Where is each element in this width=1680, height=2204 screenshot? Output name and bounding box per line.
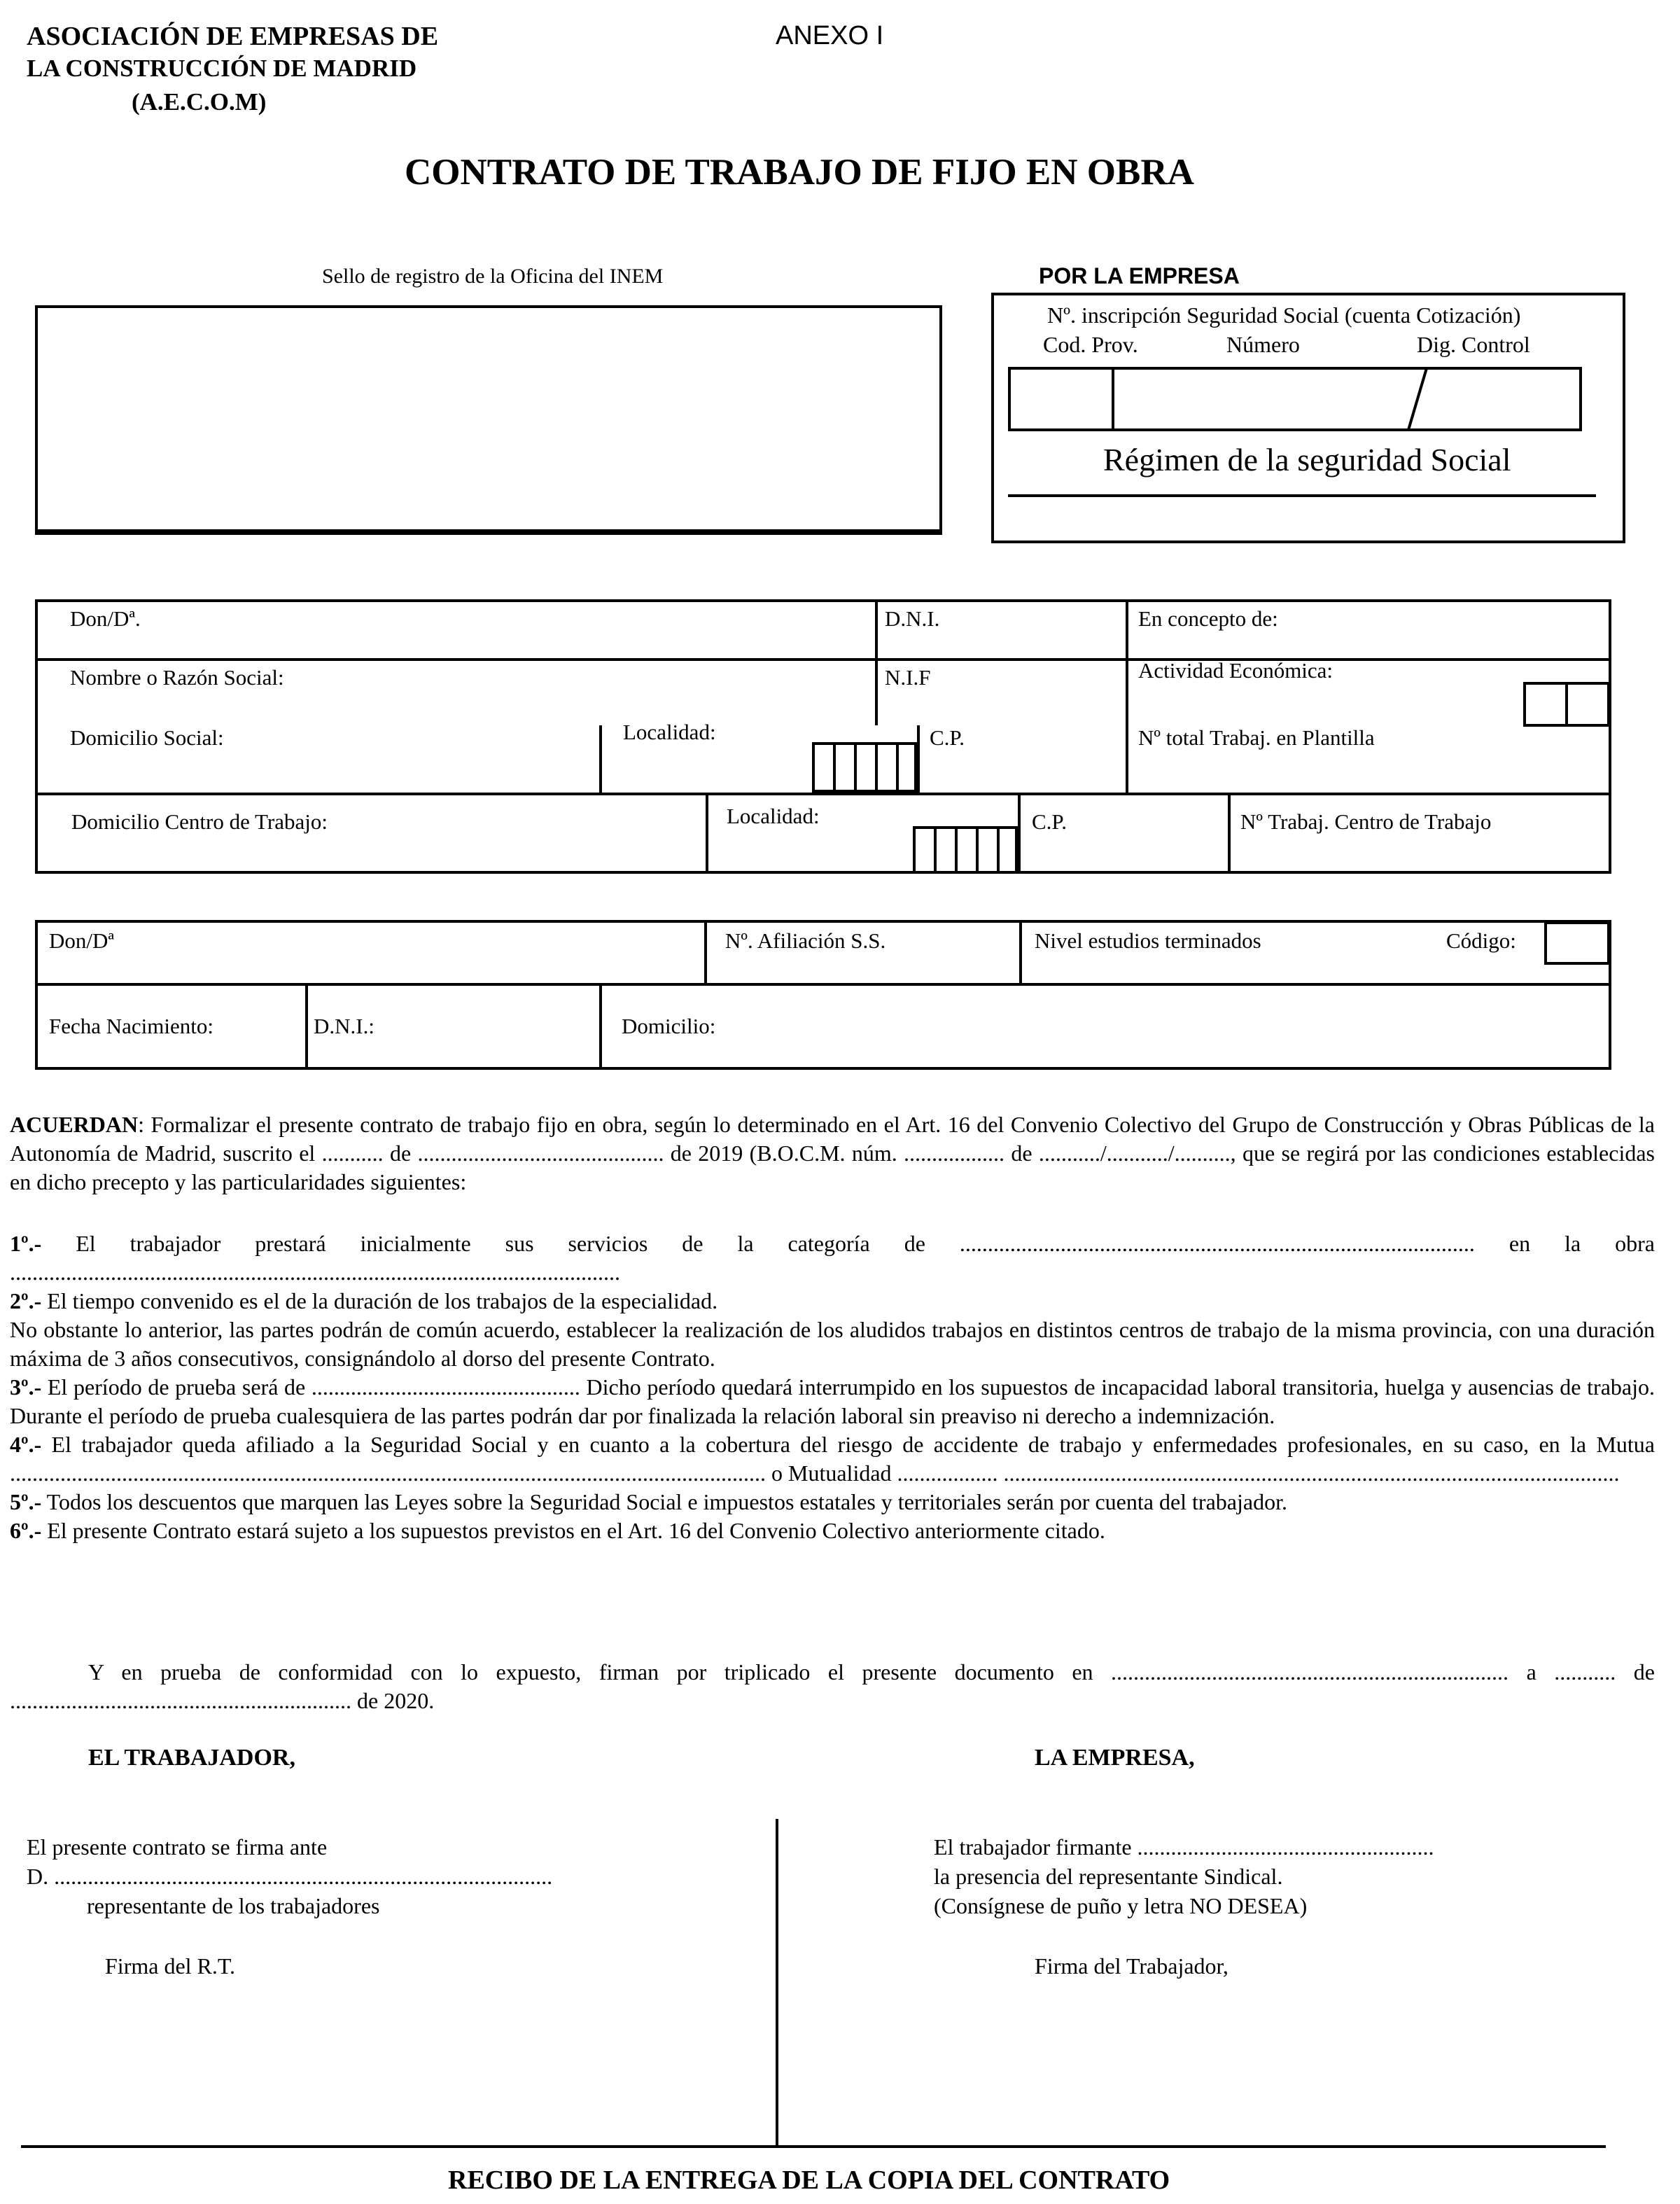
- dni-label: D.N.I.: [885, 606, 940, 631]
- company-table-row-divider-1: [35, 658, 1611, 661]
- footer-right-line3: (Consígnese de puño y letra NO DESEA): [934, 1893, 1308, 1918]
- postal-box-divider: [955, 826, 958, 874]
- clause-4: [10, 1430, 1655, 1488]
- dig-control-label: Dig. Control: [1417, 332, 1530, 357]
- localidad-label: Localidad:: [623, 720, 716, 744]
- footer-left-line1: El presente contrato se firma ante: [27, 1834, 328, 1860]
- footer-left-line3: representante de los trabajadores: [87, 1893, 380, 1918]
- clauses-block: [10, 1229, 1655, 1545]
- postal-box-divider: [976, 826, 979, 874]
- worker-domicilio-label: Domicilio:: [622, 1014, 716, 1038]
- footer-left-line2: D. .........................................................................................: [27, 1864, 553, 1889]
- footer-right-line2: la presencia del representante Sindical.: [934, 1864, 1283, 1889]
- total-trabajadores-label: Nº total Trabaj. en Plantilla: [1138, 725, 1375, 750]
- codigo-label: Código:: [1446, 928, 1516, 953]
- clause-3-text: El período de prueba será de ................................................ Dicho período quedará interrumpido en los supuestos de incapacidad laboral transitoria, huelga y ausencias de trabajo. Durante el período de prueba cualesquiera de las partes podrán dar por finalizada la relación laboral sin preaviso ni derecho a indemnización.: [10, 1374, 1655, 1428]
- nif-label: N.I.F: [885, 665, 931, 690]
- postal-box-divider: [854, 742, 857, 793]
- trabajadores-centro-label: Nº Trabaj. Centro de Trabajo: [1240, 809, 1492, 834]
- clause-6-number: 6º.-: [10, 1518, 42, 1543]
- receipt-heading: RECIBO DE LA ENTREGA DE LA COPIA DEL CONTRATO: [448, 2165, 1170, 2195]
- cotization-field-divider: [1112, 367, 1114, 431]
- postal-box-divider: [875, 742, 878, 793]
- cp-centro-label: C.P.: [1032, 809, 1067, 834]
- social-security-label: Nº. inscripción Seguridad Social (cuenta Cotización): [1047, 302, 1521, 328]
- check-digit-slash: [1393, 367, 1435, 431]
- organization-name-line2: LA CONSTRUCCIÓN DE MADRID: [27, 55, 417, 82]
- clause-5-number: 5º.-: [10, 1489, 42, 1514]
- company-table-col-divider-4: [917, 725, 920, 793]
- postal-code-boxes-2[interactable]: [913, 826, 1018, 874]
- clause-2-number: 2º.-: [10, 1288, 42, 1313]
- actividad-label: Actividad Económica:: [1138, 658, 1334, 683]
- domicilio-centro-label: Domicilio Centro de Trabajo:: [71, 809, 328, 834]
- conformidad-paragraph: Y en prueba de conformidad con lo expuesto, firman por triplicado el presente documento en ....................................................................... a ........... de ............................................................. de 2020.: [10, 1659, 1655, 1713]
- worker-table-col-divider-1: [704, 920, 707, 983]
- numero-label: Número: [1226, 332, 1300, 357]
- concepto-label: En concepto de:: [1138, 606, 1278, 631]
- worker-table-row-divider: [35, 983, 1611, 986]
- clause-3-number: 3º.-: [10, 1374, 42, 1400]
- company-signature-label: LA EMPRESA,: [1035, 1745, 1195, 1771]
- razon-social-label: Nombre o Razón Social:: [70, 665, 284, 690]
- don-label: Don/Dª.: [70, 606, 141, 631]
- footer-vertical-divider: [776, 1819, 778, 2147]
- acuerdan-paragraph: [10, 1110, 1655, 1197]
- nivel-estudios-label: Nivel estudios terminados: [1035, 928, 1261, 953]
- organization-name-line1: ASOCIACIÓN DE EMPRESAS DE: [27, 22, 439, 51]
- clause-5-text: Todos los descuentos que marquen las Leyes sobre la Seguridad Social e impuestos estatales y territoriales serán por cuenta del trabajador.: [41, 1489, 1287, 1514]
- afiliacion-label: Nº. Afiliación S.S.: [725, 928, 886, 953]
- clause-4-number: 4º.-: [10, 1432, 42, 1457]
- clause-2-text: El tiempo convenido es el de la duración de los trabajos de la especialidad.: [41, 1288, 718, 1313]
- stamp-label: Sello de registro de la Oficina del INEM: [322, 265, 664, 288]
- worker-table-col-divider-2: [1019, 920, 1022, 983]
- localidad-centro-label: Localidad:: [727, 804, 820, 828]
- fecha-nacimiento-label: Fecha Nacimiento:: [49, 1014, 214, 1038]
- company-table-col-divider-1: [875, 599, 878, 725]
- stamp-box-double-line: [35, 529, 942, 532]
- postal-code-boxes-1[interactable]: [812, 742, 917, 793]
- company-table-col-divider-2: [1126, 599, 1128, 793]
- company-table-col-divider-3: [599, 725, 602, 793]
- acuerdan-label: ACUERDAN: [10, 1112, 139, 1137]
- postal-box-divider: [997, 826, 1000, 874]
- domicilio-social-label: Domicilio Social:: [70, 725, 224, 750]
- postal-box-divider: [896, 742, 899, 793]
- company-table-row-divider-2: [35, 793, 1611, 795]
- clause-6: [10, 1516, 1655, 1545]
- worker-dni-label: D.N.I.:: [314, 1014, 374, 1038]
- footer-horizontal-line: [21, 2145, 1606, 2148]
- clause-3: [10, 1373, 1655, 1430]
- codigo-field[interactable]: [1544, 921, 1610, 965]
- acuerdan-text: : Formalizar el presente contrato de trabajo fijo en obra, según lo determinado en el Art. 16 del Convenio Colectivo del Grupo de Construcción y Obras Públicas de la Autonomía de Madrid, suscrito el ........... de ............................................ de 2019 (B.O.C.M. núm. .................. de .........../.........../.........., que se regirá por las condiciones establecidas en dicho precepto y las particularidades siguientes:: [10, 1112, 1655, 1194]
- clause-5: [10, 1488, 1655, 1516]
- company-table-col-divider-6: [1018, 793, 1021, 874]
- clause-4-text: El trabajador queda afiliado a la Seguridad Social y en cuanto a la cobertura del riesgo de accidente de trabajo y enfermedades profesionales, en su caso, en la Mutua ....................................................................................................................................... o Mutualidad .................. ..............................................................................................................: [10, 1432, 1655, 1486]
- inem-stamp-box: [35, 305, 942, 535]
- clause-1-text: El trabajador prestará inicialmente sus servicios de la categoría de ............................................................................................ en la obra .............................................................................................................: [10, 1231, 1655, 1285]
- regimen-label: Régimen de la seguridad Social: [1103, 442, 1511, 477]
- clause-2-extra: No obstante lo anterior, las partes podrán de común acuerdo, establecer la realización de los aludidos trabajos en distintos centros de trabajo de la misma provincia, con una duración máxima de 3 años consecutivos, consignándolo al dorso del presente Contrato.: [10, 1317, 1655, 1371]
- organization-acronym: (A.E.C.O.M): [132, 88, 267, 116]
- cp-label: C.P.: [930, 725, 965, 750]
- company-heading: POR LA EMPRESA: [1039, 263, 1240, 288]
- cotization-account-field[interactable]: [1008, 367, 1582, 431]
- actividad-code-divider: [1565, 682, 1568, 727]
- clause-6-text: El presente Contrato estará sujeto a los supuestos previstos en el Art. 16 del Convenio Colectivo anteriormente citado.: [41, 1518, 1105, 1543]
- footer-right-firma: Firma del Trabajador,: [1035, 1953, 1228, 1979]
- postal-box-divider: [833, 742, 836, 793]
- company-table-col-divider-5: [706, 793, 708, 874]
- company-table-col-divider-7: [1228, 793, 1231, 874]
- clause-1-number: 1º.-: [10, 1231, 42, 1256]
- worker-table-col-divider-3: [305, 983, 308, 1070]
- annex-label: ANEXO I: [776, 21, 884, 50]
- clause-2: [10, 1287, 1655, 1316]
- cod-prov-label: Cod. Prov.: [1043, 332, 1138, 357]
- clause-1: [10, 1229, 1655, 1287]
- page-title: CONTRATO DE TRABAJO DE FIJO EN OBRA: [405, 152, 1194, 193]
- footer-left-firma: Firma del R.T.: [105, 1953, 236, 1979]
- footer-right-line1: El trabajador firmante .....................................................: [934, 1834, 1434, 1860]
- regimen-underline: [1008, 494, 1596, 497]
- worker-signature-label: EL TRABAJADOR,: [88, 1745, 295, 1771]
- worker-don-label: Don/Dª: [49, 928, 114, 953]
- worker-table-col-divider-4: [599, 983, 602, 1070]
- postal-box-divider: [934, 826, 937, 874]
